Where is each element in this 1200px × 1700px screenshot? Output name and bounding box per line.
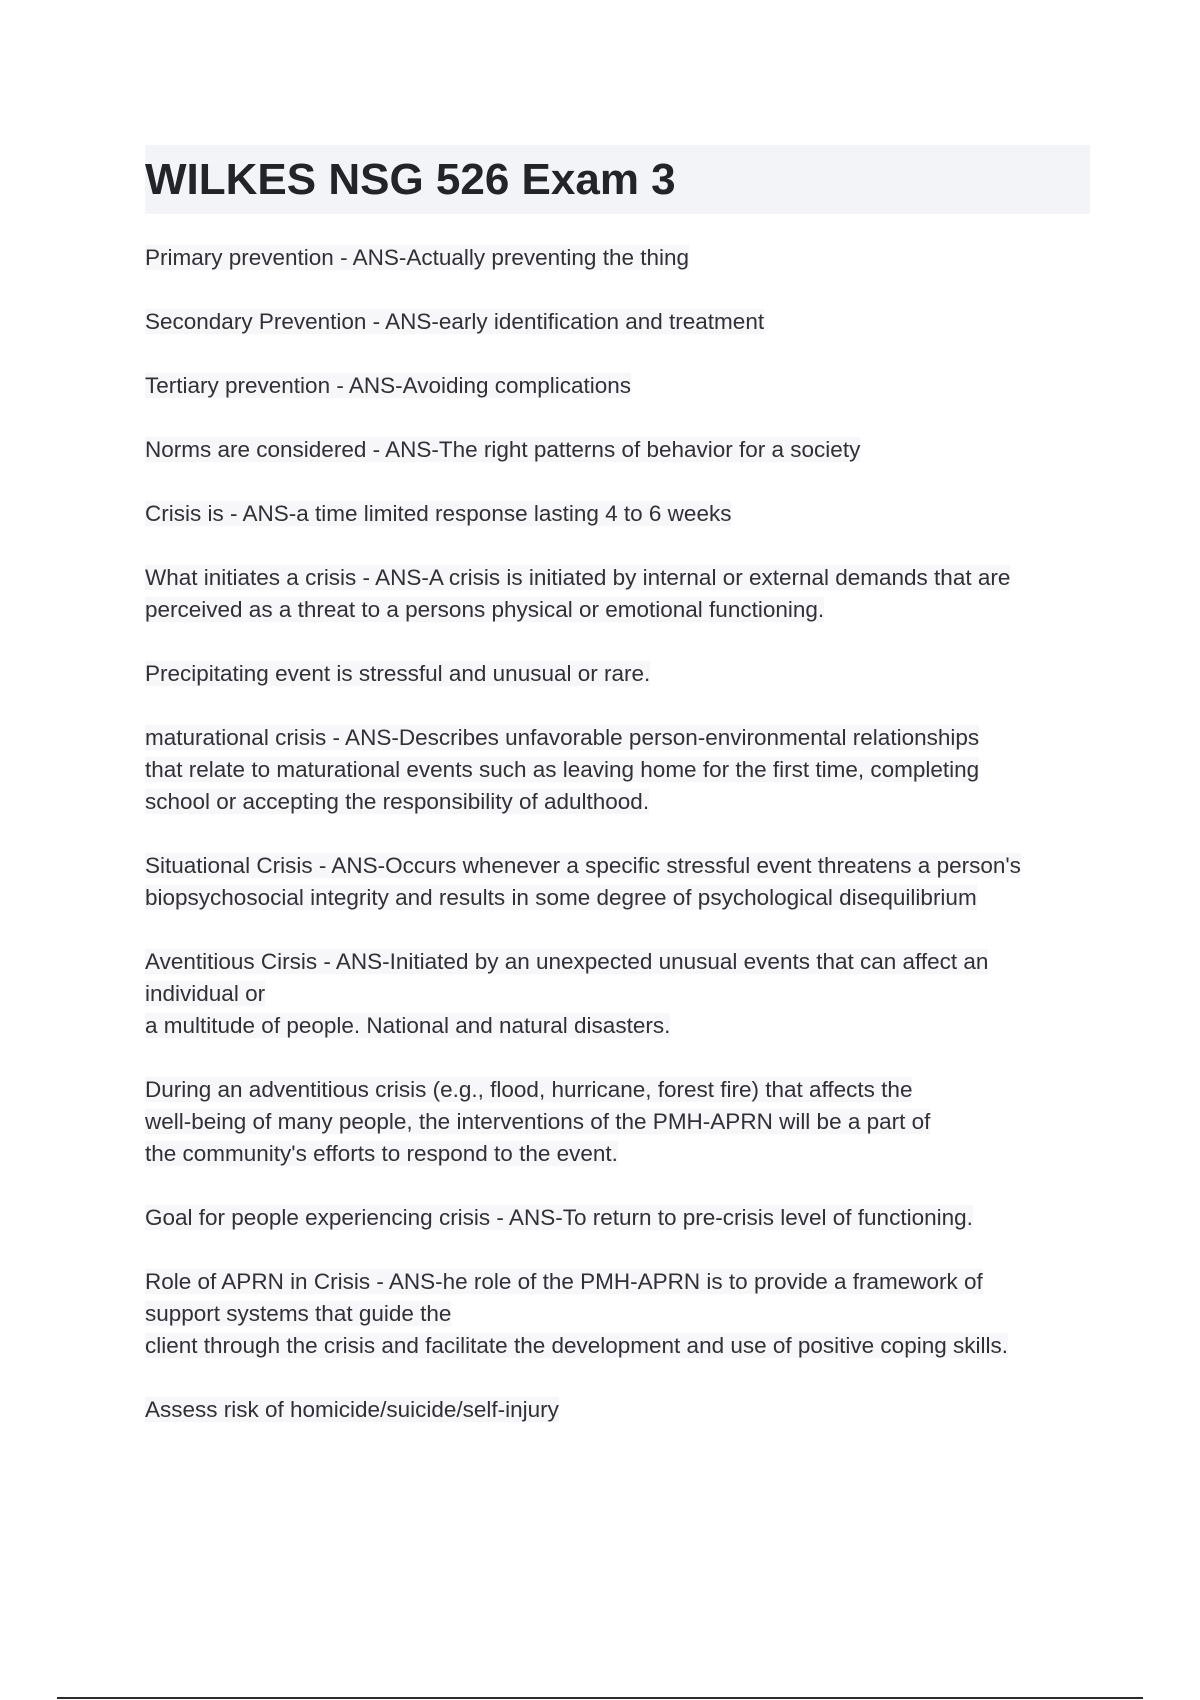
note-line: that relate to maturational events such as leaving home for the first time, completing	[145, 757, 980, 782]
note-entry	[145, 658, 1095, 690]
note-entry	[145, 306, 1095, 338]
note-entry	[145, 1394, 1095, 1426]
note-entry	[145, 370, 1095, 402]
note-line: school or accepting the responsibility of adulthood.	[145, 789, 650, 814]
note-entry	[145, 1202, 1095, 1234]
note-line: perceived as a threat to a persons physical or emotional functioning.	[145, 597, 825, 622]
note-line: Secondary Prevention - ANS-early identification and treatment	[145, 309, 765, 334]
note-line: Aventitious Cirsis - ANS-Initiated by an unexpected unusual events that can affect an	[145, 949, 989, 974]
note-line: the community's efforts to respond to the event.	[145, 1141, 618, 1166]
note-line: support systems that guide the	[145, 1301, 452, 1326]
note-line: individual or	[145, 981, 266, 1006]
note-line: client through the crisis and facilitate the development and use of positive coping skills.	[145, 1333, 1008, 1358]
note-entry	[145, 498, 1095, 530]
note-line: What initiates a crisis - ANS-A crisis is initiated by internal or external demands that are	[145, 565, 1011, 590]
note-line: Crisis is - ANS-a time limited response lasting 4 to 6 weeks	[145, 501, 732, 526]
note-entry	[145, 1074, 1095, 1170]
note-entry	[145, 850, 1095, 914]
note-entry	[145, 1266, 1095, 1362]
note-line: Precipitating event is stressful and unusual or rare.	[145, 661, 651, 686]
note-entry	[145, 722, 1095, 818]
footer-divider	[57, 1697, 1143, 1699]
note-line: Tertiary prevention - ANS-Avoiding complications	[145, 373, 632, 398]
note-entry	[145, 242, 1095, 274]
note-line: Situational Crisis - ANS-Occurs whenever a specific stressful event threatens a person's	[145, 853, 1021, 878]
note-line: Norms are considered - ANS-The right patterns of behavior for a society	[145, 437, 861, 462]
note-entry	[145, 562, 1095, 626]
note-line: maturational crisis - ANS-Describes unfavorable person-environmental relationships	[145, 725, 980, 750]
note-line: Primary prevention - ANS-Actually preventing the thing	[145, 245, 690, 270]
note-line: biopsychosocial integrity and results in some degree of psychological disequilibrium	[145, 885, 977, 910]
document-title: WILKES NSG 526 Exam 3	[145, 155, 676, 204]
note-line: a multitude of people. National and natural disasters.	[145, 1013, 671, 1038]
note-line: Assess risk of homicide/suicide/self-injury	[145, 1397, 559, 1422]
note-entry	[145, 434, 1095, 466]
note-line: During an adventitious crisis (e.g., flood, hurricane, forest fire) that affects the	[145, 1077, 913, 1102]
study-notes	[145, 242, 1095, 1458]
note-line: Goal for people experiencing crisis - ANS-To return to pre-crisis level of functioning.	[145, 1205, 973, 1230]
note-entry	[145, 946, 1095, 1042]
note-line: Role of APRN in Crisis - ANS-he role of the PMH-APRN is to provide a framework of	[145, 1269, 983, 1294]
note-line: well-being of many people, the interventions of the PMH-APRN will be a part of	[145, 1109, 931, 1134]
